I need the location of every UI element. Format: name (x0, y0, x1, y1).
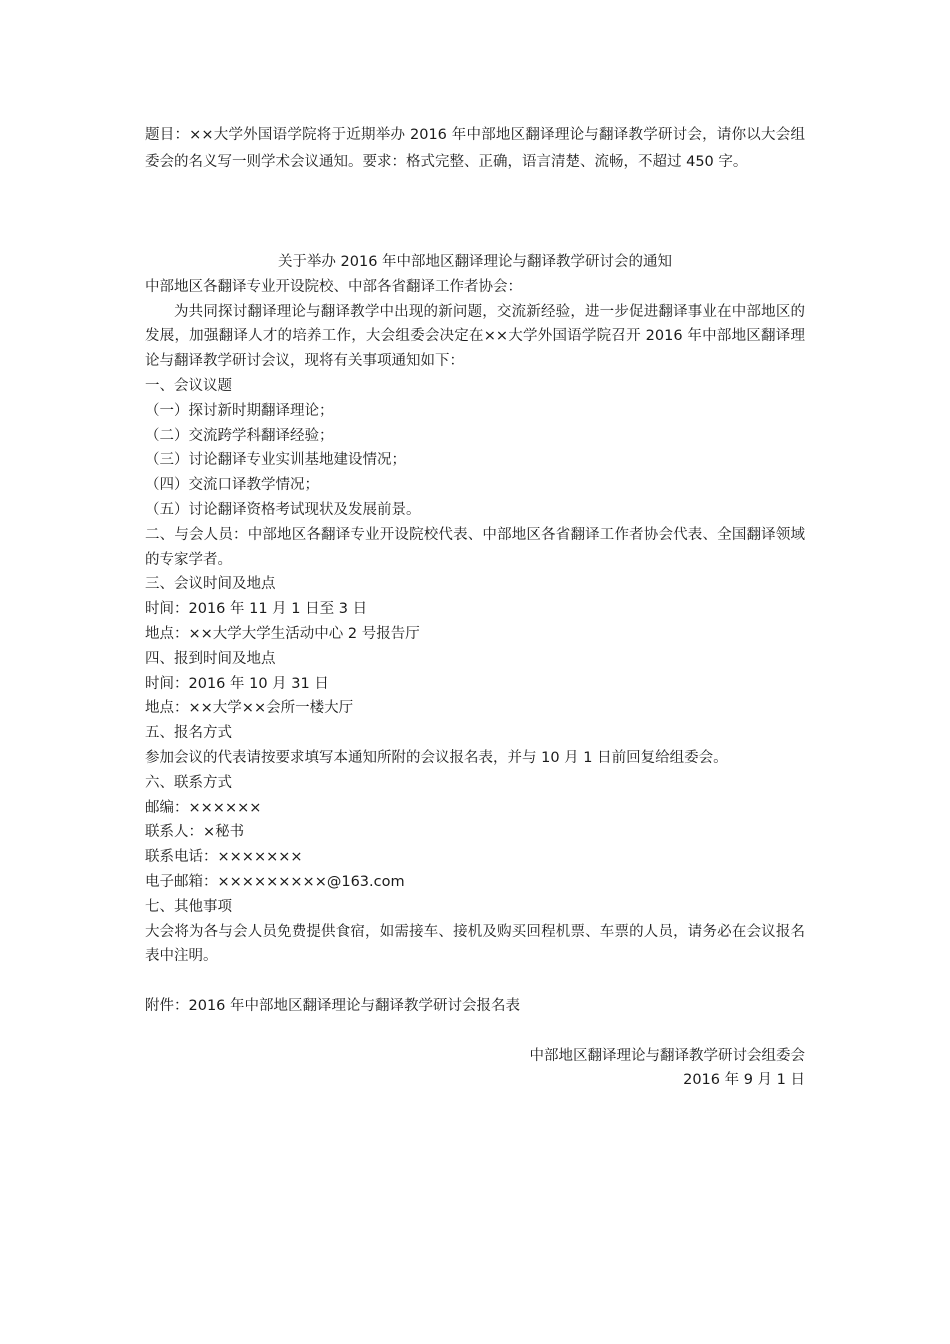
section-1-item: （四）交流口译教学情况； (145, 477, 319, 494)
section-6-phone: 联系电话：××××××× (145, 849, 303, 866)
section-6-postcode: 邮编：×××××× (145, 799, 262, 816)
section-6-contact: 联系人：×秘书 (145, 824, 245, 841)
signature-date: 2016 年 9 月 1 日 (683, 1072, 805, 1089)
section-1-heading: 一、会议议题 (145, 377, 232, 394)
task-prompt: 题目：××大学外国语学院将于近期举办 2016 年中部地区翻译理论与翻译教学研讨会，请你以大会组委会的名义写一则学术会议通知。要求：格式完整、正确，语言清楚、流畅，不超过 450 字。 (145, 127, 805, 170)
section-5-text: 参加会议的代表请按要求填写本通知所附的会议报名表，并与 10 月 1 日前回复给组委会。 (145, 749, 728, 766)
section-5-heading: 五、报名方式 (145, 725, 232, 742)
section-3-heading: 三、会议时间及地点 (145, 576, 276, 593)
section-7-text: 大会将为各与会人员免费提供食宿，如需接车、接机及购买回程机票、车票的人员，请务必在会议报名表中注明。 (145, 923, 805, 965)
section-1-item: （二）交流跨学科翻译经验； (145, 427, 334, 444)
section-3-time: 时间：2016 年 11 月 1 日至 3 日 (145, 601, 368, 618)
spacer (145, 969, 805, 994)
section-6-email: 电子邮箱：×××××××××@163.com (145, 873, 405, 890)
notice-body (145, 250, 805, 1093)
notice-intro: 为共同探讨翻译理论与翻译教学中出现的新问题，交流新经验，进一步促进翻译事业在中部地区的发展，加强翻译人才的培养工作，大会组委会决定在××大学外国语学院召开 2016 年中部地区翻译理论与翻译教学研讨会议，现将有关事项通知如下： (145, 303, 805, 370)
section-1-item: （三）讨论翻译专业实训基地建设情况； (145, 452, 406, 469)
section-4-time: 时间：2016 年 10 月 31 日 (145, 675, 329, 692)
section-1-item: （五）讨论翻译资格考试现状及发展前景。 (145, 501, 421, 518)
section-7-heading: 七、其他事项 (145, 898, 232, 915)
section-1-item: （一）探讨新时期翻译理论； (145, 402, 334, 419)
notice-title: 关于举办 2016 年中部地区翻译理论与翻译教学研讨会的通知 (277, 254, 673, 270)
notice-salutation: 中部地区各翻译专业开设院校、中部各省翻译工作者协会： (145, 278, 522, 295)
attachment-line: 附件：2016 年中部地区翻译理论与翻译教学研讨会报名表 (145, 997, 521, 1014)
section-6-heading: 六、联系方式 (145, 774, 232, 791)
section-4-place: 地点：××大学××会所一楼大厅 (145, 700, 354, 717)
spacer (145, 1019, 805, 1044)
section-2-attendees: 二、与会人员：中部地区各翻译专业开设院校代表、中部地区各省翻译工作者协会代表、全国翻译领域的专家学者。 (145, 526, 805, 568)
section-4-heading: 四、报到时间及地点 (145, 650, 276, 667)
signature: 中部地区翻译理论与翻译教学研讨会组委会 (529, 1047, 805, 1064)
section-3-place: 地点：××大学大学生活动中心 2 号报告厅 (145, 625, 420, 642)
